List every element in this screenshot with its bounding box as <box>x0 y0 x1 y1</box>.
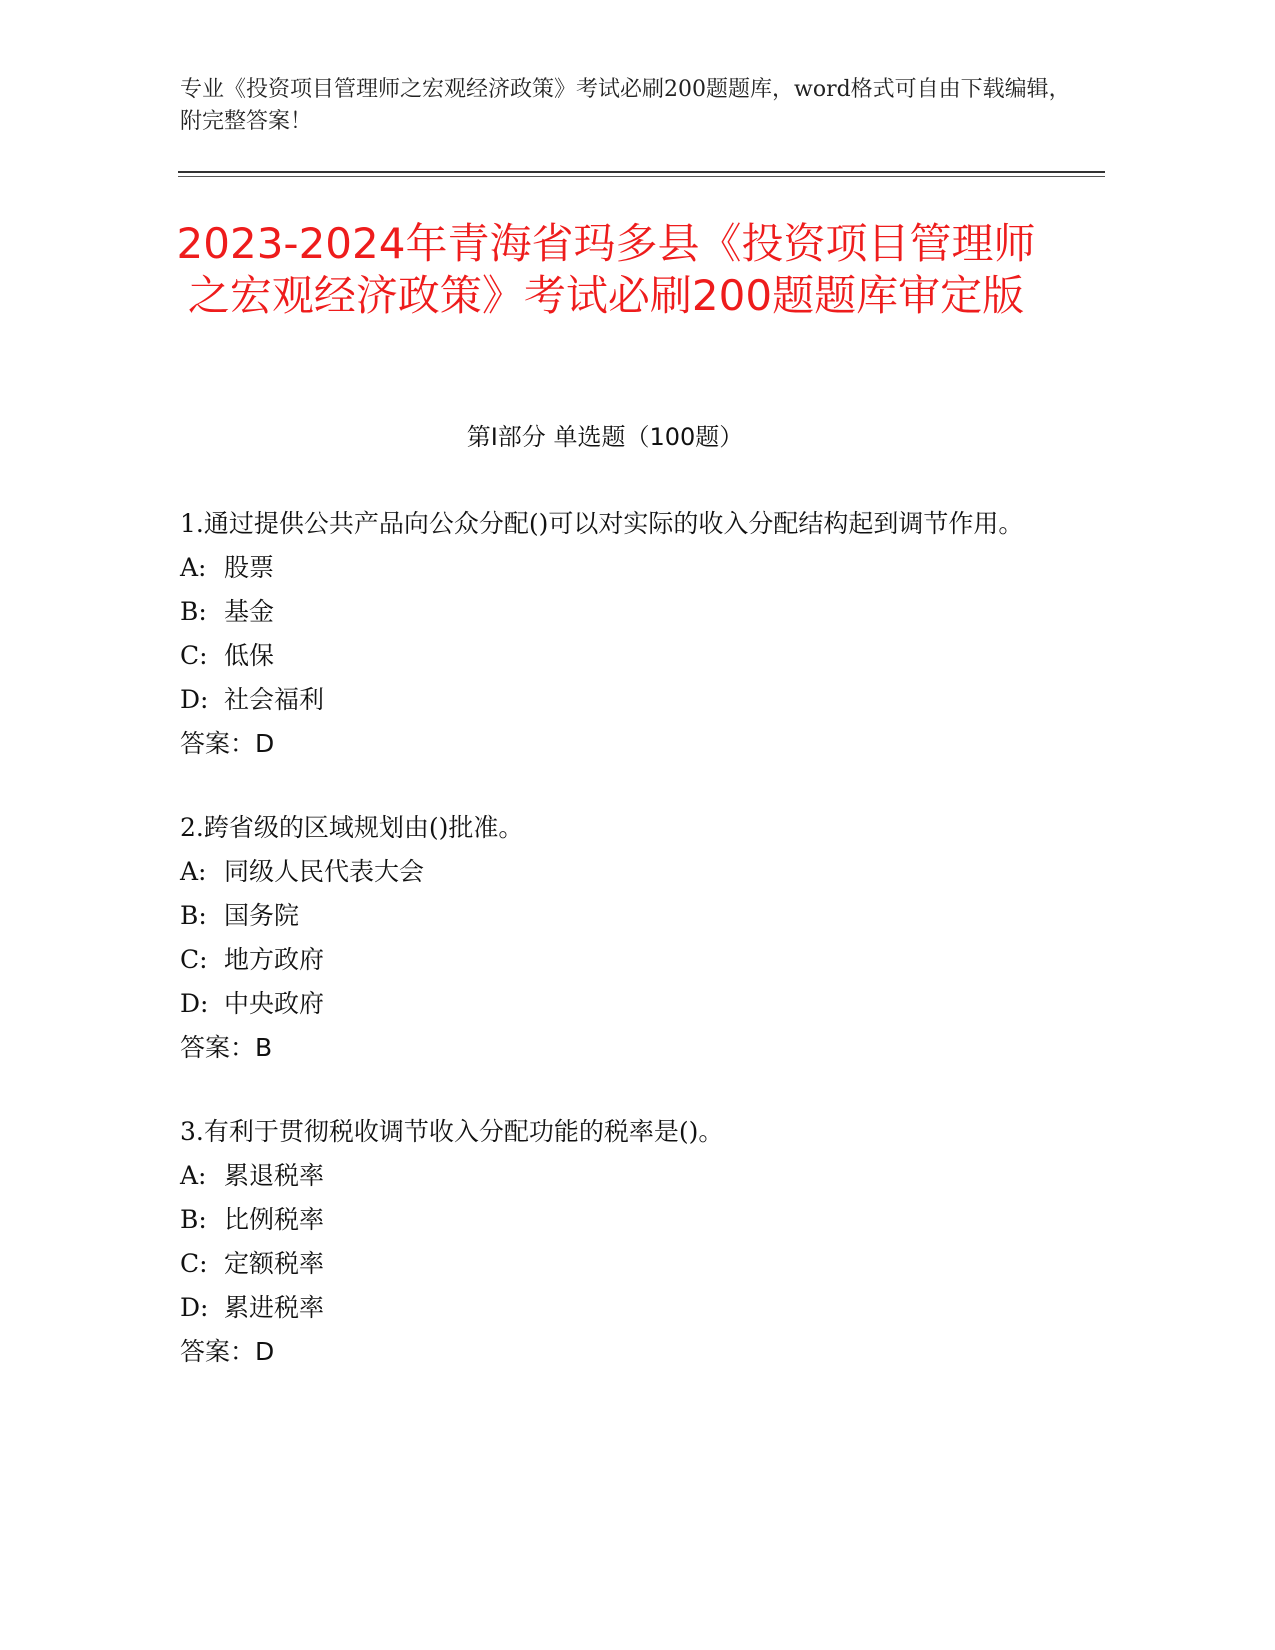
option-c <box>180 938 1040 982</box>
option-text: 社会福利 <box>224 685 325 714</box>
header-rule-thick <box>178 171 1105 173</box>
option-letter: C: <box>180 1249 208 1278</box>
option-d <box>180 982 1040 1026</box>
header-note: 专业《投资项目管理师之宏观经济政策》考试必刷200题题库，word格式可自由下载编辑，附完整答案！ <box>180 77 1071 134</box>
question-stem: 3.有利于贯彻税收调节收入分配功能的税率是()。 <box>180 1117 724 1146</box>
question-2 <box>180 806 1040 1070</box>
header-rule-thin <box>178 176 1105 177</box>
option-text: 国务院 <box>224 901 300 930</box>
option-b <box>180 590 1040 634</box>
option-letter: D: <box>180 989 209 1018</box>
option-letter: D: <box>180 1293 209 1322</box>
option-c <box>180 634 1040 678</box>
option-b <box>180 1198 1040 1242</box>
question-3 <box>180 1110 1040 1374</box>
option-a <box>180 546 1040 590</box>
answer-line: 答案：B <box>180 1033 273 1062</box>
option-letter: A: <box>180 857 207 886</box>
question-list <box>180 502 1040 1414</box>
option-a <box>180 850 1040 894</box>
answer-line: 答案：D <box>180 729 275 758</box>
option-d <box>180 1286 1040 1330</box>
option-letter: B: <box>180 901 207 930</box>
question-stem: 1.通过提供公共产品向公众分配()可以对实际的收入分配结构起到调节作用。 <box>180 509 1024 538</box>
option-text: 基金 <box>224 597 275 626</box>
option-text: 低保 <box>224 641 275 670</box>
option-b <box>180 894 1040 938</box>
option-text: 比例税率 <box>224 1205 325 1234</box>
option-letter: D: <box>180 685 209 714</box>
option-letter: A: <box>180 553 207 582</box>
option-text: 中央政府 <box>224 989 325 1018</box>
section-heading: 第Ⅰ部分 单选题（100题） <box>466 423 744 451</box>
option-letter: B: <box>180 1205 207 1234</box>
option-a <box>180 1154 1040 1198</box>
option-letter: C: <box>180 945 208 974</box>
option-letter: A: <box>180 1161 207 1190</box>
document-title: 2023-2024年青海省玛多县《投资项目管理师之宏观经济政策》考试必刷200题题库审定版 <box>176 219 1036 320</box>
option-text: 累退税率 <box>224 1161 325 1190</box>
option-text: 股票 <box>224 553 275 582</box>
answer-line: 答案：D <box>180 1337 275 1366</box>
option-d <box>180 678 1040 722</box>
option-text: 同级人民代表大会 <box>224 857 425 886</box>
option-c <box>180 1242 1040 1286</box>
option-text: 累进税率 <box>224 1293 325 1322</box>
option-letter: B: <box>180 597 207 626</box>
question-stem: 2.跨省级的区域规划由()批准。 <box>180 813 524 842</box>
question-1 <box>180 502 1040 766</box>
option-text: 地方政府 <box>224 945 325 974</box>
option-text: 定额税率 <box>224 1249 325 1278</box>
option-letter: C: <box>180 641 208 670</box>
